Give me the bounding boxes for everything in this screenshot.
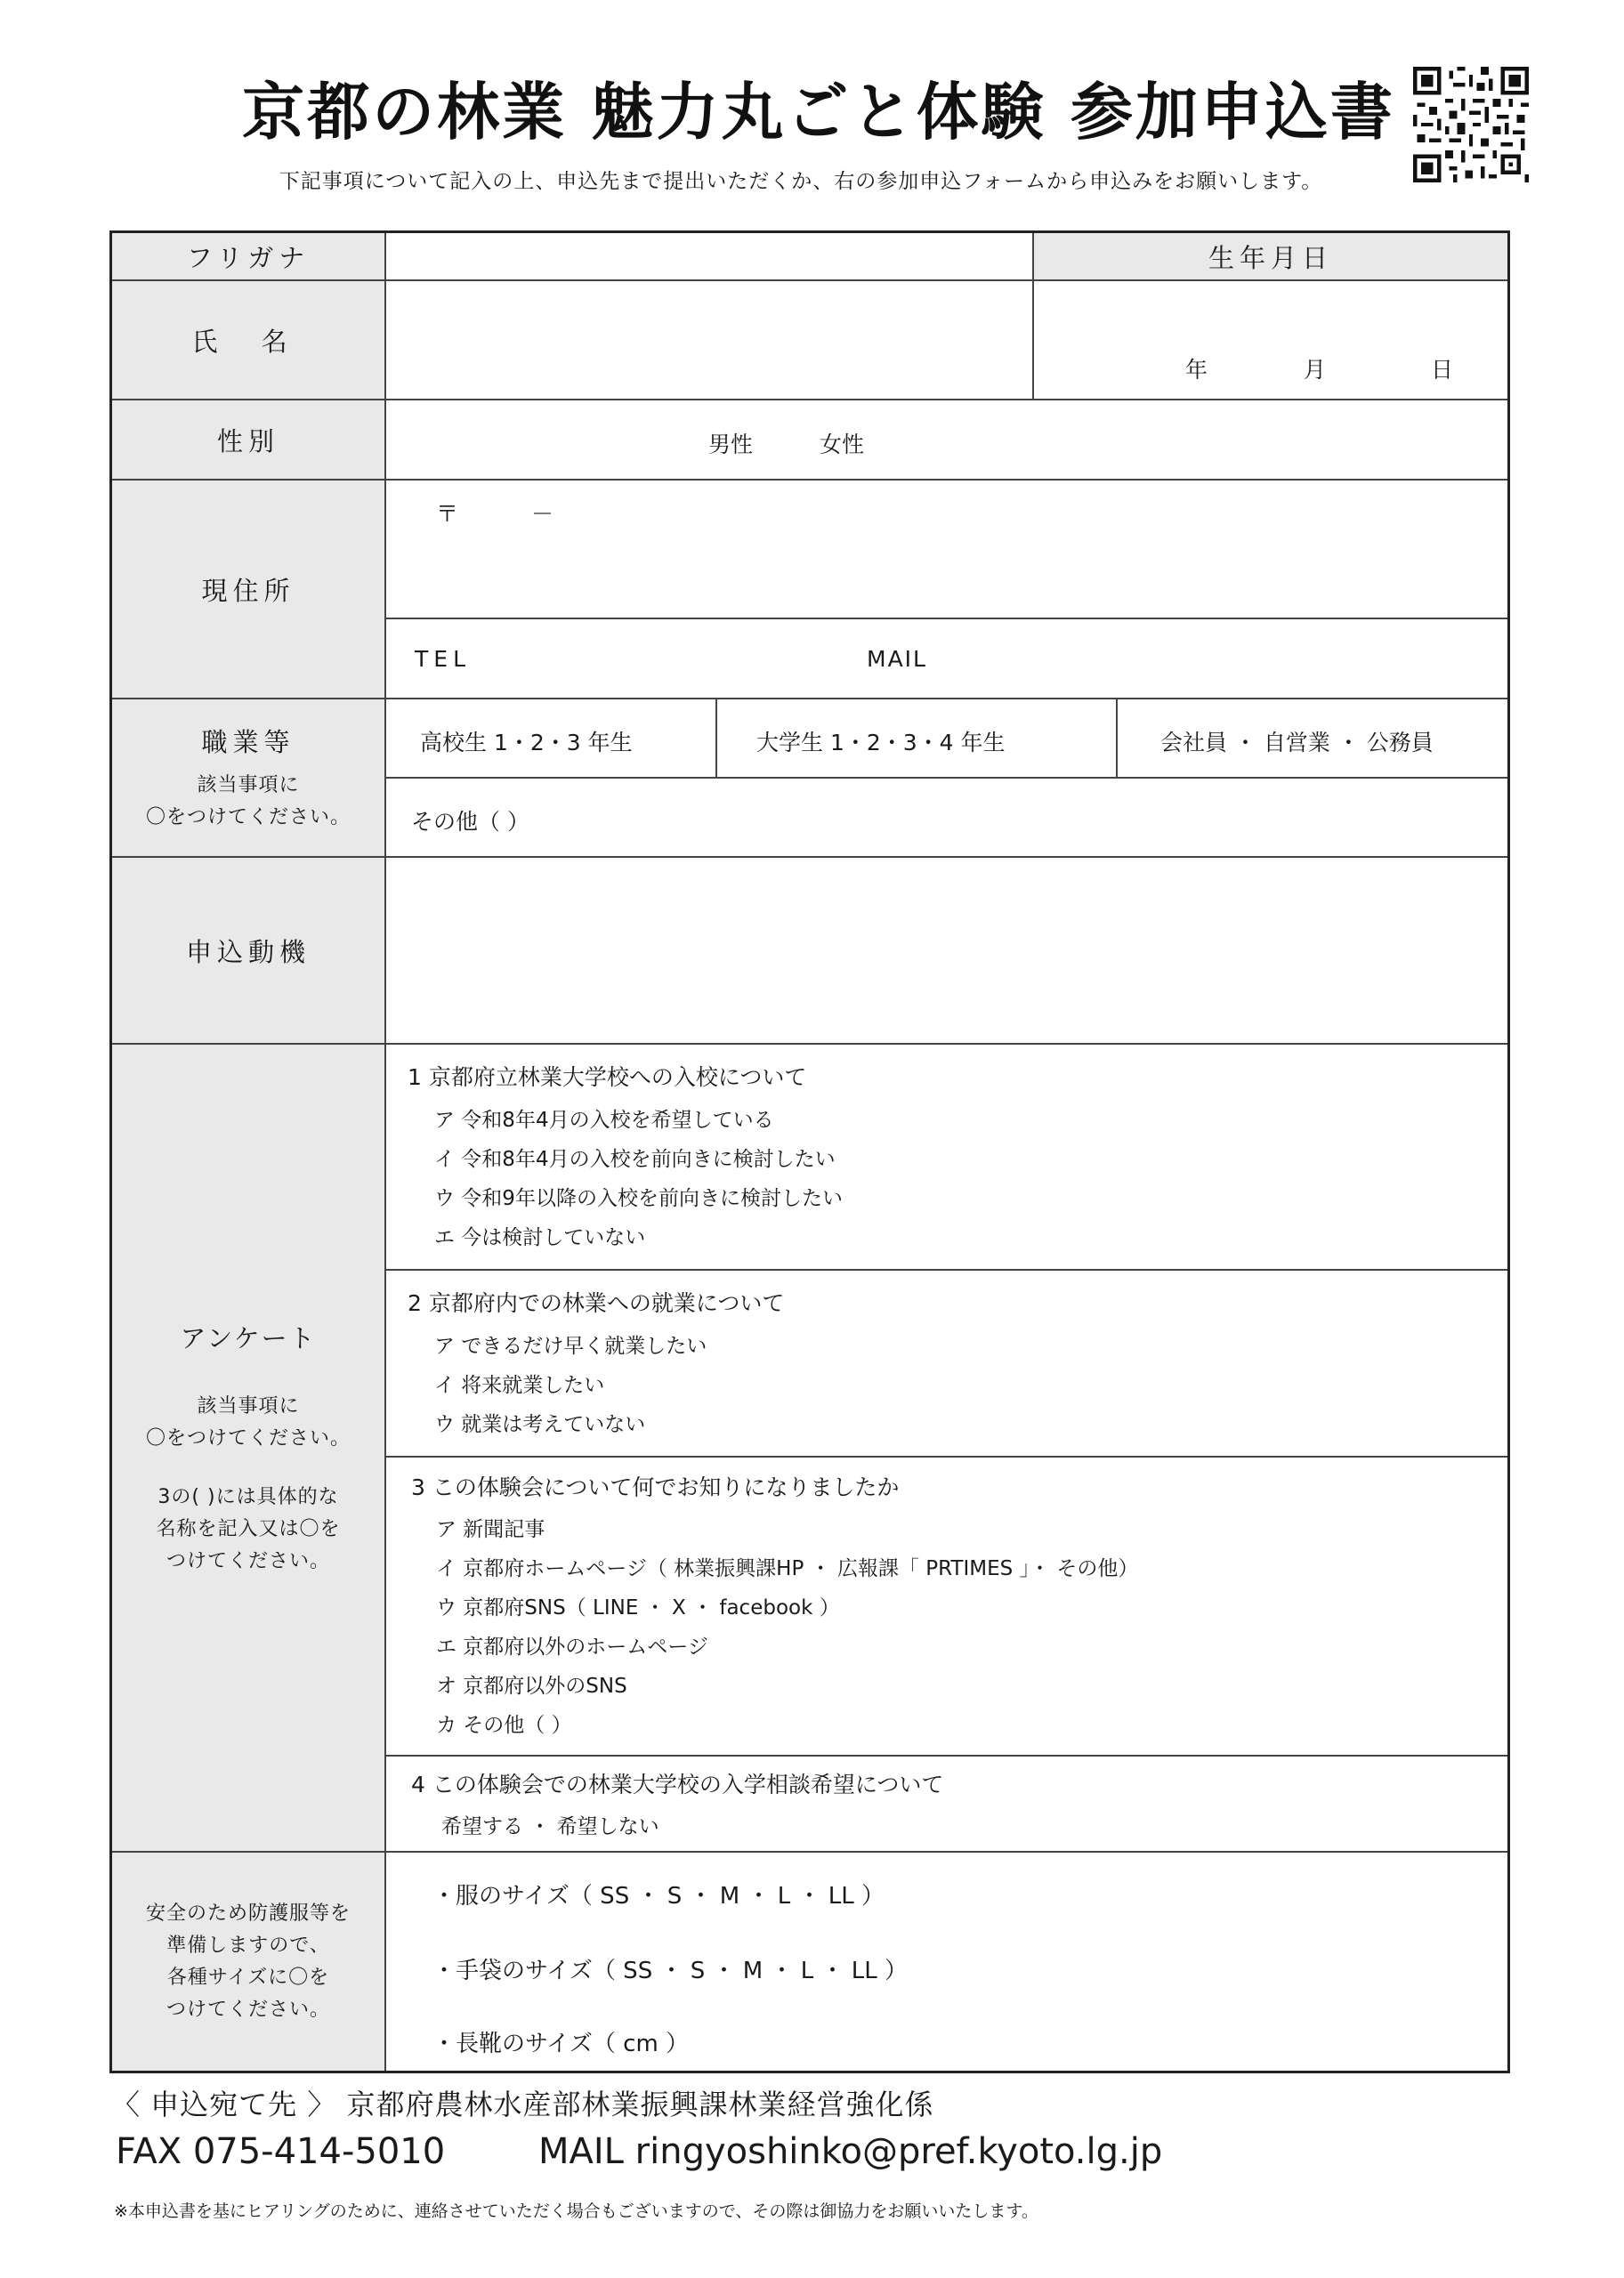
size-fields — [386, 1853, 1507, 2071]
postal-dash: － — [531, 501, 554, 527]
address-field[interactable] — [386, 481, 1507, 619]
q3-option[interactable]: ア 新聞記事 — [436, 1518, 545, 1541]
q2-option[interactable]: ア できるだけ早く就業したい — [434, 1335, 707, 1358]
furigana-label: フリガナ — [186, 242, 311, 273]
survey-label: アンケート — [180, 1322, 317, 1353]
clothes-size[interactable]: ・服のサイズ（ SS ・ S ・ M ・ L ・ LL ） — [432, 1883, 885, 1910]
occupation-highschool-cell — [386, 699, 717, 779]
mail-label: MAIL — [867, 646, 927, 672]
gender-female-option[interactable]: 女性 — [820, 432, 865, 457]
q4-options[interactable]: 希望する ・ 希望しない — [441, 1815, 659, 1838]
q1-title: 1 京都府立林業大学校への入校について — [408, 1064, 807, 1090]
birthdate-label: 生年月日 — [1208, 242, 1333, 273]
birthdate-label-cell — [1034, 233, 1507, 281]
occupation-label: 職業等 — [201, 726, 295, 757]
gender-label-cell — [112, 400, 386, 481]
submission-address: 〈 申込宛て先 〉 京都府農林水産部林業振興課林業経営強化係 — [111, 2088, 934, 2121]
safety-label-cell — [112, 1853, 386, 2071]
q3-option-other[interactable]: カ その他（ ） — [436, 1714, 572, 1737]
birth-year-unit: 年 — [1185, 357, 1208, 383]
survey-instruction: 該当事項に 〇をつけてください。 — [145, 1394, 351, 1450]
fax-number: FAX 075-414-5010 — [116, 2131, 446, 2172]
occupation-other: その他（ ） — [411, 809, 529, 835]
birthdate-field[interactable] — [1034, 281, 1507, 400]
address-label-cell — [112, 481, 386, 699]
q1-option[interactable]: ウ 令和9年以降の入校を前向きに検討したい — [434, 1187, 843, 1210]
furigana-label-cell — [112, 233, 386, 281]
q1-option[interactable]: エ 今は検討していない — [434, 1226, 646, 1249]
postal-mark: 〒 — [436, 501, 459, 527]
birth-day-unit: 日 — [1431, 357, 1454, 383]
birth-month-unit: 月 — [1304, 357, 1327, 383]
furigana-field[interactable] — [386, 233, 1034, 281]
q4-title: 4 この体験会での林業大学校の入学相談希望について — [411, 1772, 944, 1797]
occupation-other-cell[interactable] — [386, 779, 1507, 858]
motive-field[interactable] — [386, 858, 1507, 1045]
motive-label-cell — [112, 858, 386, 1045]
survey-q3 — [386, 1458, 1507, 1757]
contact-field[interactable] — [386, 619, 1507, 699]
form-subtitle: 下記事項について記入の上、申込先まで提出いただくか、右の参加申込フォームから申込みをお願いします。 — [279, 170, 1323, 193]
gender-field — [386, 400, 1507, 481]
q3-option[interactable]: オ 京都府以外のSNS — [436, 1675, 627, 1698]
survey-q4 — [386, 1757, 1507, 1853]
motive-label: 申込動機 — [185, 936, 311, 967]
application-form — [109, 230, 1510, 2073]
q2-title: 2 京都府内での林業への就業について — [408, 1290, 785, 1316]
footnote: ※本申込書を基にヒアリングのために、連絡させていただく場合もございますので、その際は御協力をお願いいたします。 — [114, 2201, 1038, 2221]
q1-option[interactable]: イ 令和8年4月の入校を前向きに検討したい — [434, 1148, 836, 1171]
name-label: 氏 名 — [191, 326, 305, 357]
occupation-worker[interactable]: 会社員 ・ 自営業 ・ 公務員 — [1160, 730, 1434, 755]
q2-option[interactable]: ウ 就業は考えていない — [434, 1413, 646, 1436]
gender-male-option[interactable]: 男性 — [708, 432, 754, 457]
occupation-highschool[interactable]: 高校生 1・2・3 年生 — [420, 730, 633, 755]
name-label-cell — [112, 281, 386, 400]
occupation-university-cell — [717, 699, 1118, 779]
gender-label: 性別 — [216, 425, 279, 456]
boots-size[interactable]: ・長靴のサイズ（ cm ） — [432, 2031, 690, 2057]
q3-title: 3 この体験会について何でお知りになりましたか — [411, 1474, 900, 1500]
address-label: 現住所 — [201, 575, 295, 606]
q3-option[interactable]: エ 京都府以外のホームページ — [436, 1636, 708, 1659]
occupation-label-cell — [112, 699, 386, 858]
survey-label-cell — [112, 1045, 386, 1853]
survey-q2 — [386, 1271, 1507, 1458]
name-field[interactable] — [386, 281, 1034, 400]
contact-email[interactable]: MAIL ringyoshinko@pref.kyoto.lg.jp — [538, 2131, 1163, 2172]
occupation-instruction: 該当事項に 〇をつけてください。 — [145, 773, 351, 828]
survey-q1 — [386, 1045, 1507, 1271]
occupation-worker-cell — [1118, 699, 1507, 779]
tel-label: TEL — [415, 646, 471, 672]
q3-option[interactable]: イ 京都府ホームページ（ 林業振興課HP ・ 広報課「 PRTIMES 」・ その他） — [436, 1557, 1139, 1580]
q2-option[interactable]: イ 将来就業したい — [434, 1374, 605, 1397]
safety-instruction: 安全のため防護服等を 準備しますので、 各種サイズに〇を つけてください。 — [145, 1902, 351, 2021]
q1-option[interactable]: ア 令和8年4月の入校を希望している — [434, 1109, 774, 1132]
survey-q3-instruction: 3の( )には具体的な 名称を記入又は〇を つけてください。 — [156, 1485, 341, 1572]
q3-option[interactable]: ウ 京都府SNS（ LINE ・ X ・ facebook ） — [436, 1596, 840, 1620]
gloves-size[interactable]: ・手袋のサイズ（ SS ・ S ・ M ・ L ・ LL ） — [432, 1958, 908, 1984]
occupation-university[interactable]: 大学生 1・2・3・4 年生 — [756, 730, 1006, 755]
qr-code-icon[interactable] — [1413, 67, 1529, 182]
form-title: 京都の林業 魅力丸ごと体験 参加申込書 — [242, 76, 1395, 149]
